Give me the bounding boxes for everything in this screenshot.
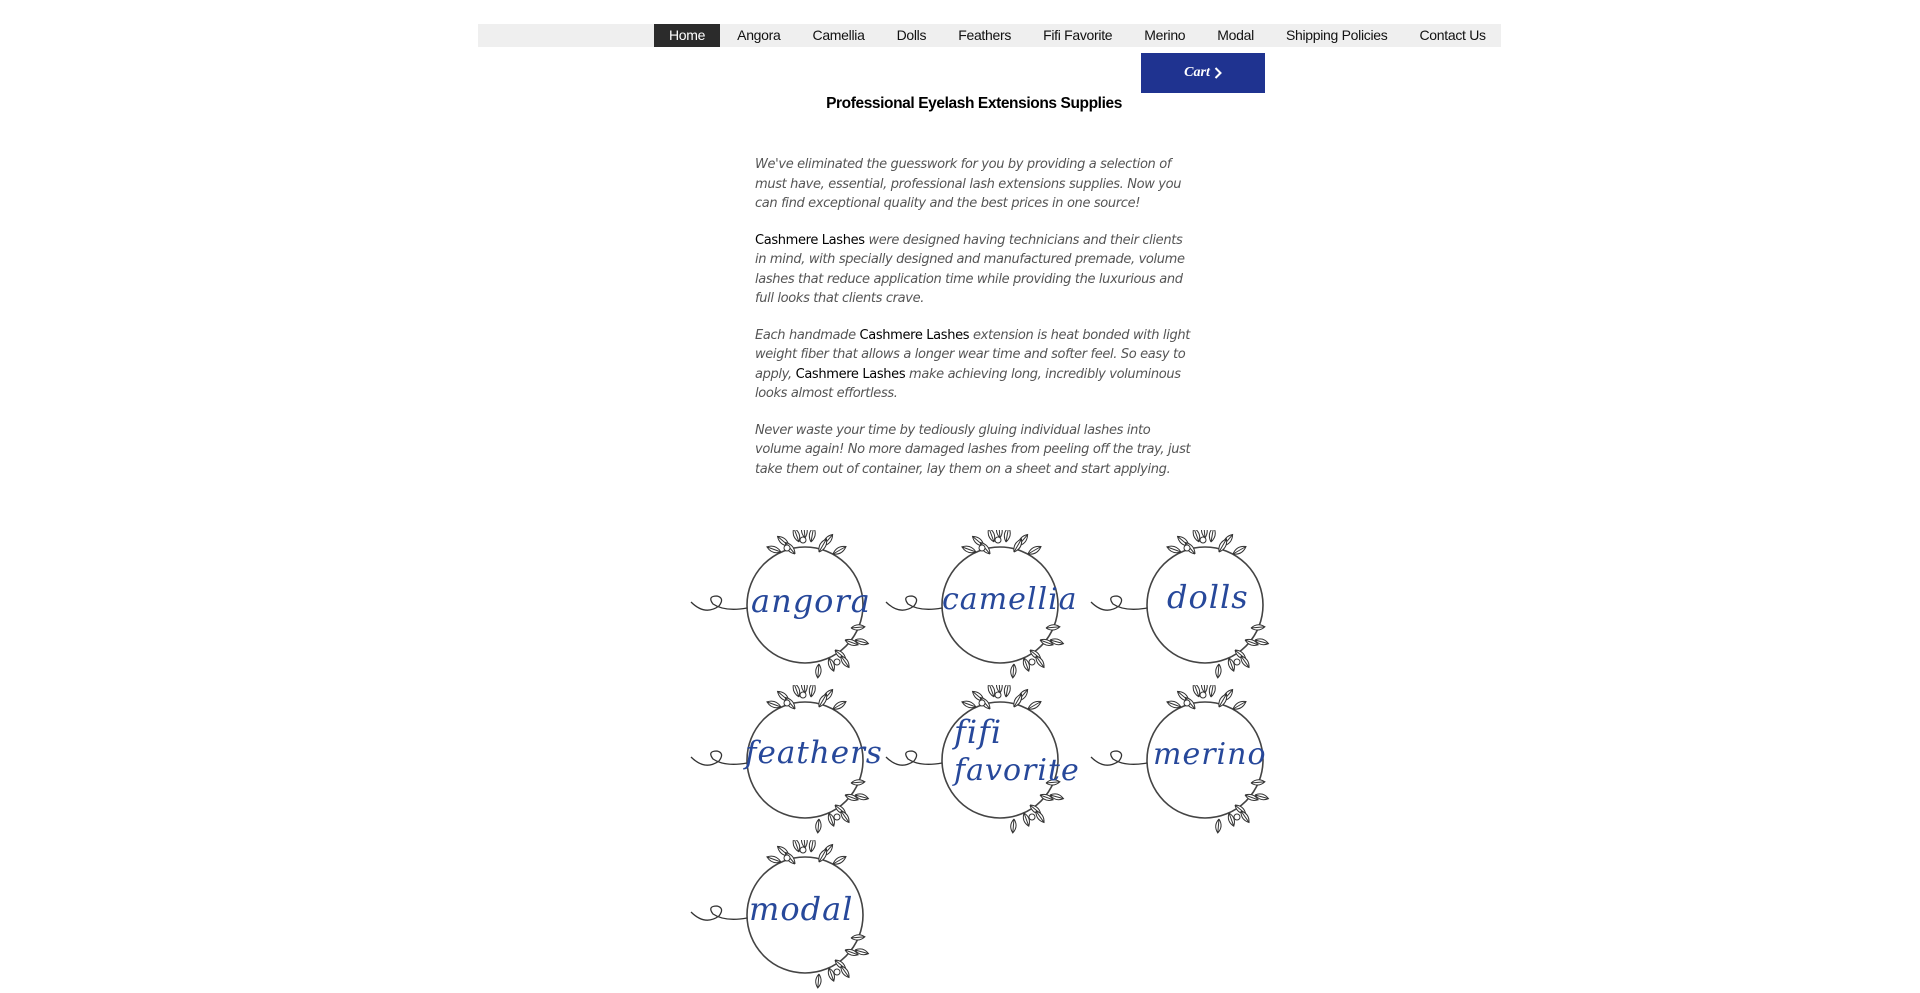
nav-item-feathers[interactable]: Feathers [943, 24, 1026, 47]
logo-merino[interactable] [1085, 685, 1275, 835]
nav-item-contact-us[interactable]: Contact Us [1404, 24, 1500, 47]
intro-paragraph-3 [755, 326, 1197, 404]
cart-button[interactable] [1141, 53, 1265, 93]
intro-paragraph-1: We've eliminated the guesswork for you by providing a selection of must have, essential, professional lash extensions supplies. Now you can find exceptional quality and the best prices in one source! [755, 157, 1182, 211]
logo-word: camellia [942, 582, 1078, 617]
nav-item-dolls[interactable]: Dolls [882, 24, 942, 47]
logo-dolls[interactable] [1085, 530, 1275, 680]
paragraph-text: were designed having technicians and their clients in mind, with specially designed and manufactured premade, volume lashes that reduce application time while providing the luxurious and full looks that clients crave. [755, 232, 1185, 306]
intro-paragraph-4: Never waste your time by tediously gluing individual lashes into volume again! No more damaged lashes from peeling off the tray, just take them out of container, lay them on a sheet and start applying. [755, 422, 1191, 477]
intro-text [755, 155, 1197, 496]
logo-word: angora [751, 582, 871, 620]
chevron-right-icon [1214, 67, 1222, 79]
logo-word: dolls [1167, 578, 1249, 616]
nav-item-fifi-favorite[interactable]: Fifi Favorite [1028, 24, 1127, 47]
brand-name: Cashmere Lashes [755, 232, 865, 248]
cart-label: Cart [1184, 65, 1210, 80]
paragraph-text: extension is heat bonded with light weight fiber that allows a longer wear time and softer feel. So easy to apply, [755, 327, 1190, 382]
main-nav [654, 24, 1501, 47]
logo-word: modal [749, 890, 854, 928]
brand-name: Cashmere Lashes [795, 366, 906, 382]
paragraph-text: Each handmade [755, 327, 860, 343]
logo-angora[interactable] [685, 530, 875, 680]
intro-paragraph-2 [755, 231, 1197, 309]
nav-item-home[interactable]: Home [654, 24, 720, 47]
logo-fifi-favorite[interactable] [880, 685, 1080, 835]
page-title: Professional Eyelash Extensions Supplies [826, 95, 1122, 112]
logo-feathers[interactable] [685, 685, 883, 835]
logo-camellia[interactable] [880, 530, 1078, 680]
nav-item-modal[interactable]: Modal [1202, 24, 1269, 47]
logo-word: feathers [745, 735, 883, 771]
logo-word-line-2: favorite [954, 753, 1080, 788]
brand-name: Cashmere Lashes [859, 327, 970, 343]
nav-item-shipping-policies[interactable]: Shipping Policies [1271, 24, 1403, 47]
nav-item-camellia[interactable]: Camellia [798, 24, 880, 47]
nav-item-angora[interactable]: Angora [722, 24, 795, 47]
logo-word-line-1: fifi [954, 713, 1003, 751]
logo-modal[interactable] [685, 840, 875, 990]
logo-word: merino [1153, 737, 1267, 772]
paragraph-text: make achieving long, incredibly voluminous looks almost effortless. [755, 366, 1181, 401]
nav-item-merino[interactable]: Merino [1129, 24, 1200, 47]
